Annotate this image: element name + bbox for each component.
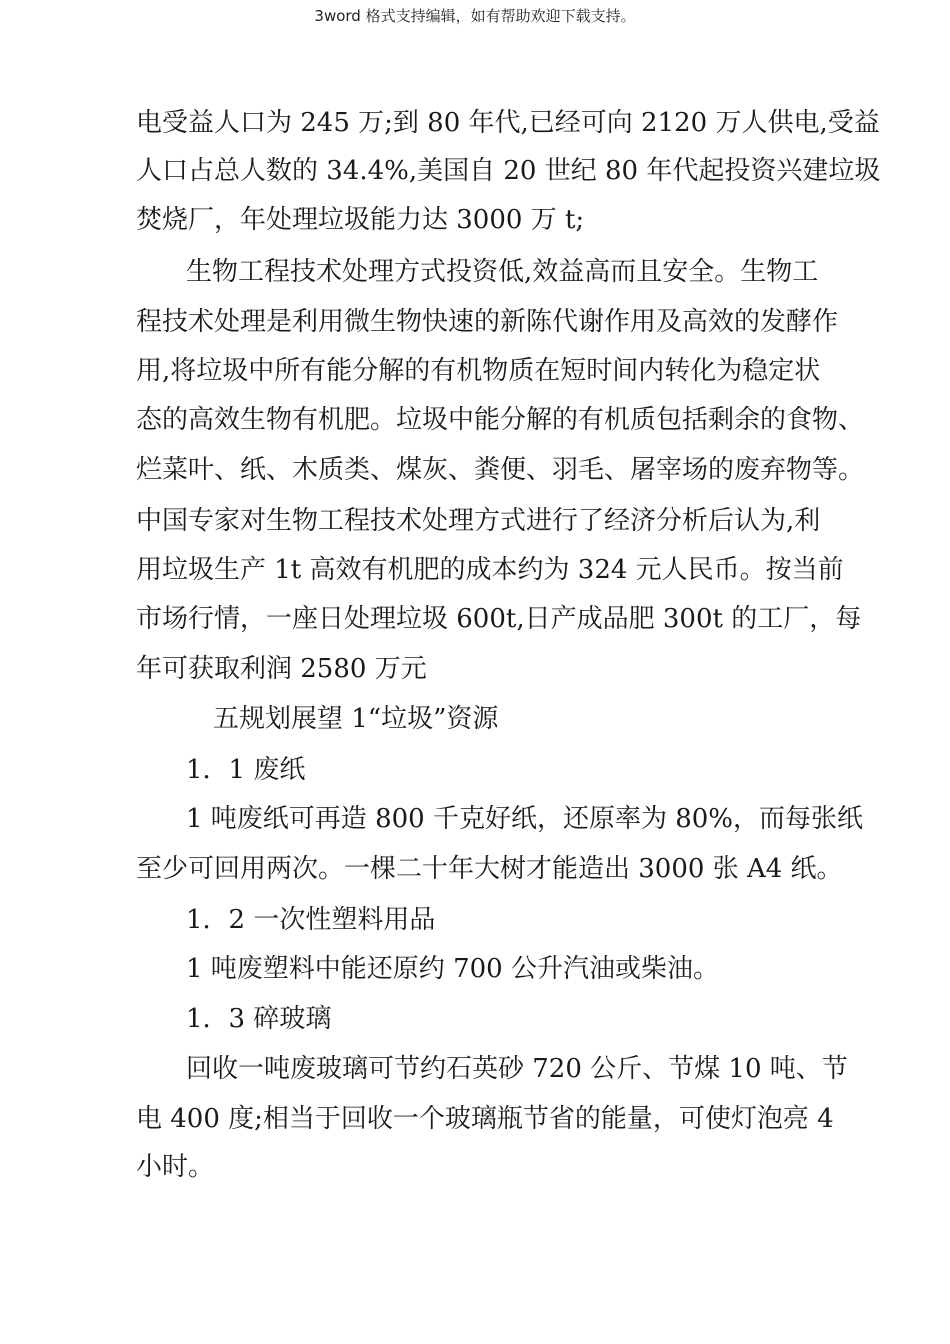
paragraph-line: 电 400 度;相当于回收一个玻璃瓶节省的能量，可使灯泡亮 4 bbox=[136, 1104, 834, 1134]
paragraph-line: 用垃圾生产 1t 高效有机肥的成本约为 324 元人民币。按当前 bbox=[136, 555, 844, 585]
paragraph-line: 电受益人口为 245 万;到 80 年代,已经可向 2120 万人供电,受益 bbox=[136, 108, 880, 138]
paragraph-line: 1 吨废纸可再造 800 千克好纸，还原率为 80%，而每张纸 bbox=[186, 804, 864, 834]
paragraph-line: 回收一吨废玻璃可节约石英砂 720 公斤、节煤 10 吨、节 bbox=[186, 1054, 848, 1084]
paragraph-line: 至少可回用两次。一棵二十年大树才能造出 3000 张 A4 纸。 bbox=[136, 854, 843, 884]
paragraph-line: 1 吨废塑料中能还原约 700 公升汽油或柴油。 bbox=[186, 954, 719, 984]
paragraph-line: 态的高效生物有机肥。垃圾中能分解的有机质包括剩余的食物、 bbox=[136, 405, 865, 435]
paragraph-line: 程技术处理是利用微生物快速的新陈代谢作用及高效的发酵作 bbox=[136, 307, 839, 337]
paragraph-line: 市场行情，一座日处理垃圾 600t,日产成品肥 300t 的工厂，每 bbox=[136, 604, 862, 634]
paragraph-line: 年可获取利润 2580 万元 bbox=[136, 654, 427, 684]
section-heading: 五规划展望 1“垃圾”资源 bbox=[213, 704, 499, 734]
paragraph-line: 中国专家对生物工程技术处理方式进行了经济分析后认为,利 bbox=[136, 506, 821, 536]
paragraph-line: 烂菜叶、纸、木质类、煤灰、粪便、羽毛、屠宰场的废弃物等。 bbox=[136, 455, 865, 485]
paragraph-line: 小时。 bbox=[136, 1152, 215, 1182]
subsection-heading: 1．3 碎玻璃 bbox=[186, 1004, 332, 1034]
paragraph-line: 生物工程技术处理方式投资低,效益高而且安全。生物工 bbox=[186, 257, 819, 287]
page-header: 3word 格式支持编辑，如有帮助欢迎下载支持。 bbox=[314, 7, 636, 25]
subsection-heading: 1．1 废纸 bbox=[186, 755, 306, 785]
paragraph-line: 用,将垃圾中所有能分解的有机物质在短时间内转化为稳定状 bbox=[136, 356, 821, 386]
paragraph-line: 焚烧厂，年处理垃圾能力达 3000 万 t; bbox=[136, 205, 585, 235]
paragraph-line: 人口占总人数的 34.4%,美国自 20 世纪 80 年代起投资兴建垃圾 bbox=[136, 156, 881, 186]
subsection-heading: 1．2 一次性塑料用品 bbox=[186, 905, 436, 935]
